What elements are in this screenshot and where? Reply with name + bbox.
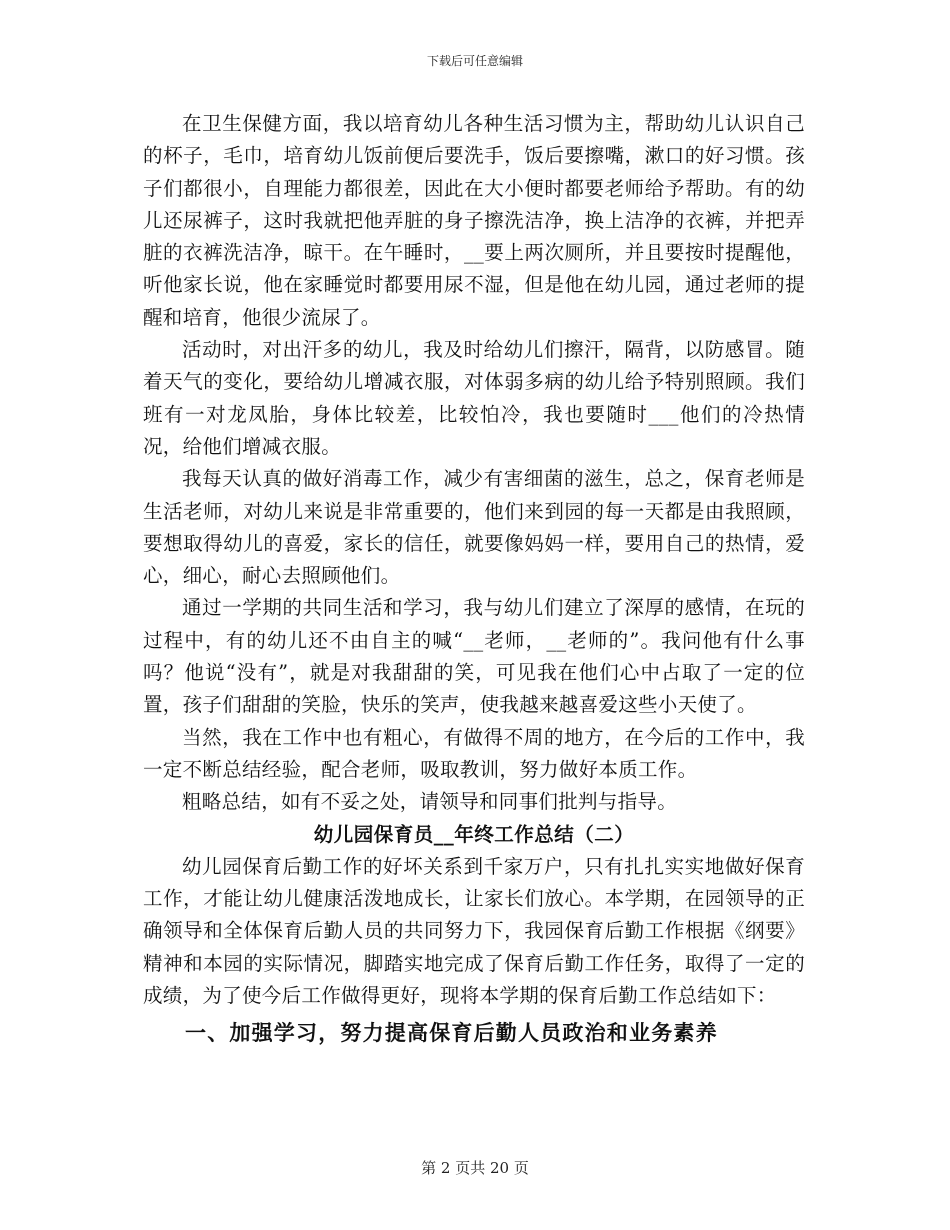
page-header: 下载后可任意编辑	[426, 54, 523, 68]
paragraph-activities: 活动时，对出汗多的幼儿，我及时给幼儿们擦汗，隔背，以防感冒。随着天气的变化，要给幼儿增减衣服，对体弱多病的幼儿给予特别照顾。我们班有一对龙凤胎，身体比较差，比较怕冷，我也要随时___他们的冷热情况，给他们增减衣服。	[143, 338, 805, 458]
page-footer: 第 2 页共 20 页	[421, 1159, 529, 1177]
paragraph-hygiene: 在卫生保健方面，我以培育幼儿各种生活习惯为主，帮助幼儿认识自己的杯子，毛巾，培育幼儿饭前便后要洗手，饭后要擦嘴，漱口的好习惯。孩子们都很小，自理能力都很差，因此在大小便时都要老师给予帮助。有的幼儿还尿裤子，这时我就把他弄脏的身子擦洗洁净，换上洁净的衣裤，并把弄脏的衣裤洗洁净，晾干。在午睡时，__要上两次厕所，并且要按时提醒他，听他家长说，他在家睡觉时都要用尿不湿，但是他在幼儿园，通过老师的提醒和培育，他很少流尿了。	[143, 112, 805, 329]
paragraph-section-intro: 幼儿园保育后勤工作的好坏关系到千家万户，只有扎扎实实地做好保育工作，才能让幼儿健康活泼地成长，让家长们放心。本学期，在园领导的正确领导和全体保育后勤人员的共同努力下，我园保育后勤工作根据《纲要》精神和本园的实际情况，脚踏实地完成了保育后勤工作任务，取得了一定的成绩，为了使今后工作做得更好，现将本学期的保育后勤工作总结如下：	[143, 854, 805, 1008]
section-title: 幼儿园保育员__年终工作总结（二）	[313, 822, 635, 846]
document-body	[143, 108, 805, 1050]
subheading: 一、加强学习，努力提高保育后勤人员政治和业务素养	[185, 1020, 718, 1046]
paragraph-closing: 粗略总结，如有不妥之处，请领导和同事们批判与指导。	[182, 790, 678, 814]
paragraph-shortcomings: 当然，我在工作中也有粗心，有做得不周的地方，在今后的工作中，我一定不断总结经验，配合老师，吸取教训，努力做好本质工作。	[143, 725, 805, 781]
paragraph-relationship: 通过一学期的共同生活和学习，我与幼儿们建立了深厚的感情，在玩的过程中，有的幼儿还不由自主的喊“__老师，__老师的”。我问他有什么事吗？他说“没有”，就是对我甜甜的笑，可见我在他们心中占取了一定的位置，孩子们甜甜的笑脸，快乐的笑声，使我越来越喜爱这些小天使了。	[143, 596, 805, 717]
paragraph-disinfection: 我每天认真的做好消毒工作，减少有害细菌的滋生，总之，保育老师是生活老师，对幼儿来说是非常重要的，他们来到园的每一天都是由我照顾，要想取得幼儿的喜爱，家长的信任，就要像妈妈一样，要用自己的热情，爱心，细心，耐心去照顾他们。	[143, 467, 805, 588]
